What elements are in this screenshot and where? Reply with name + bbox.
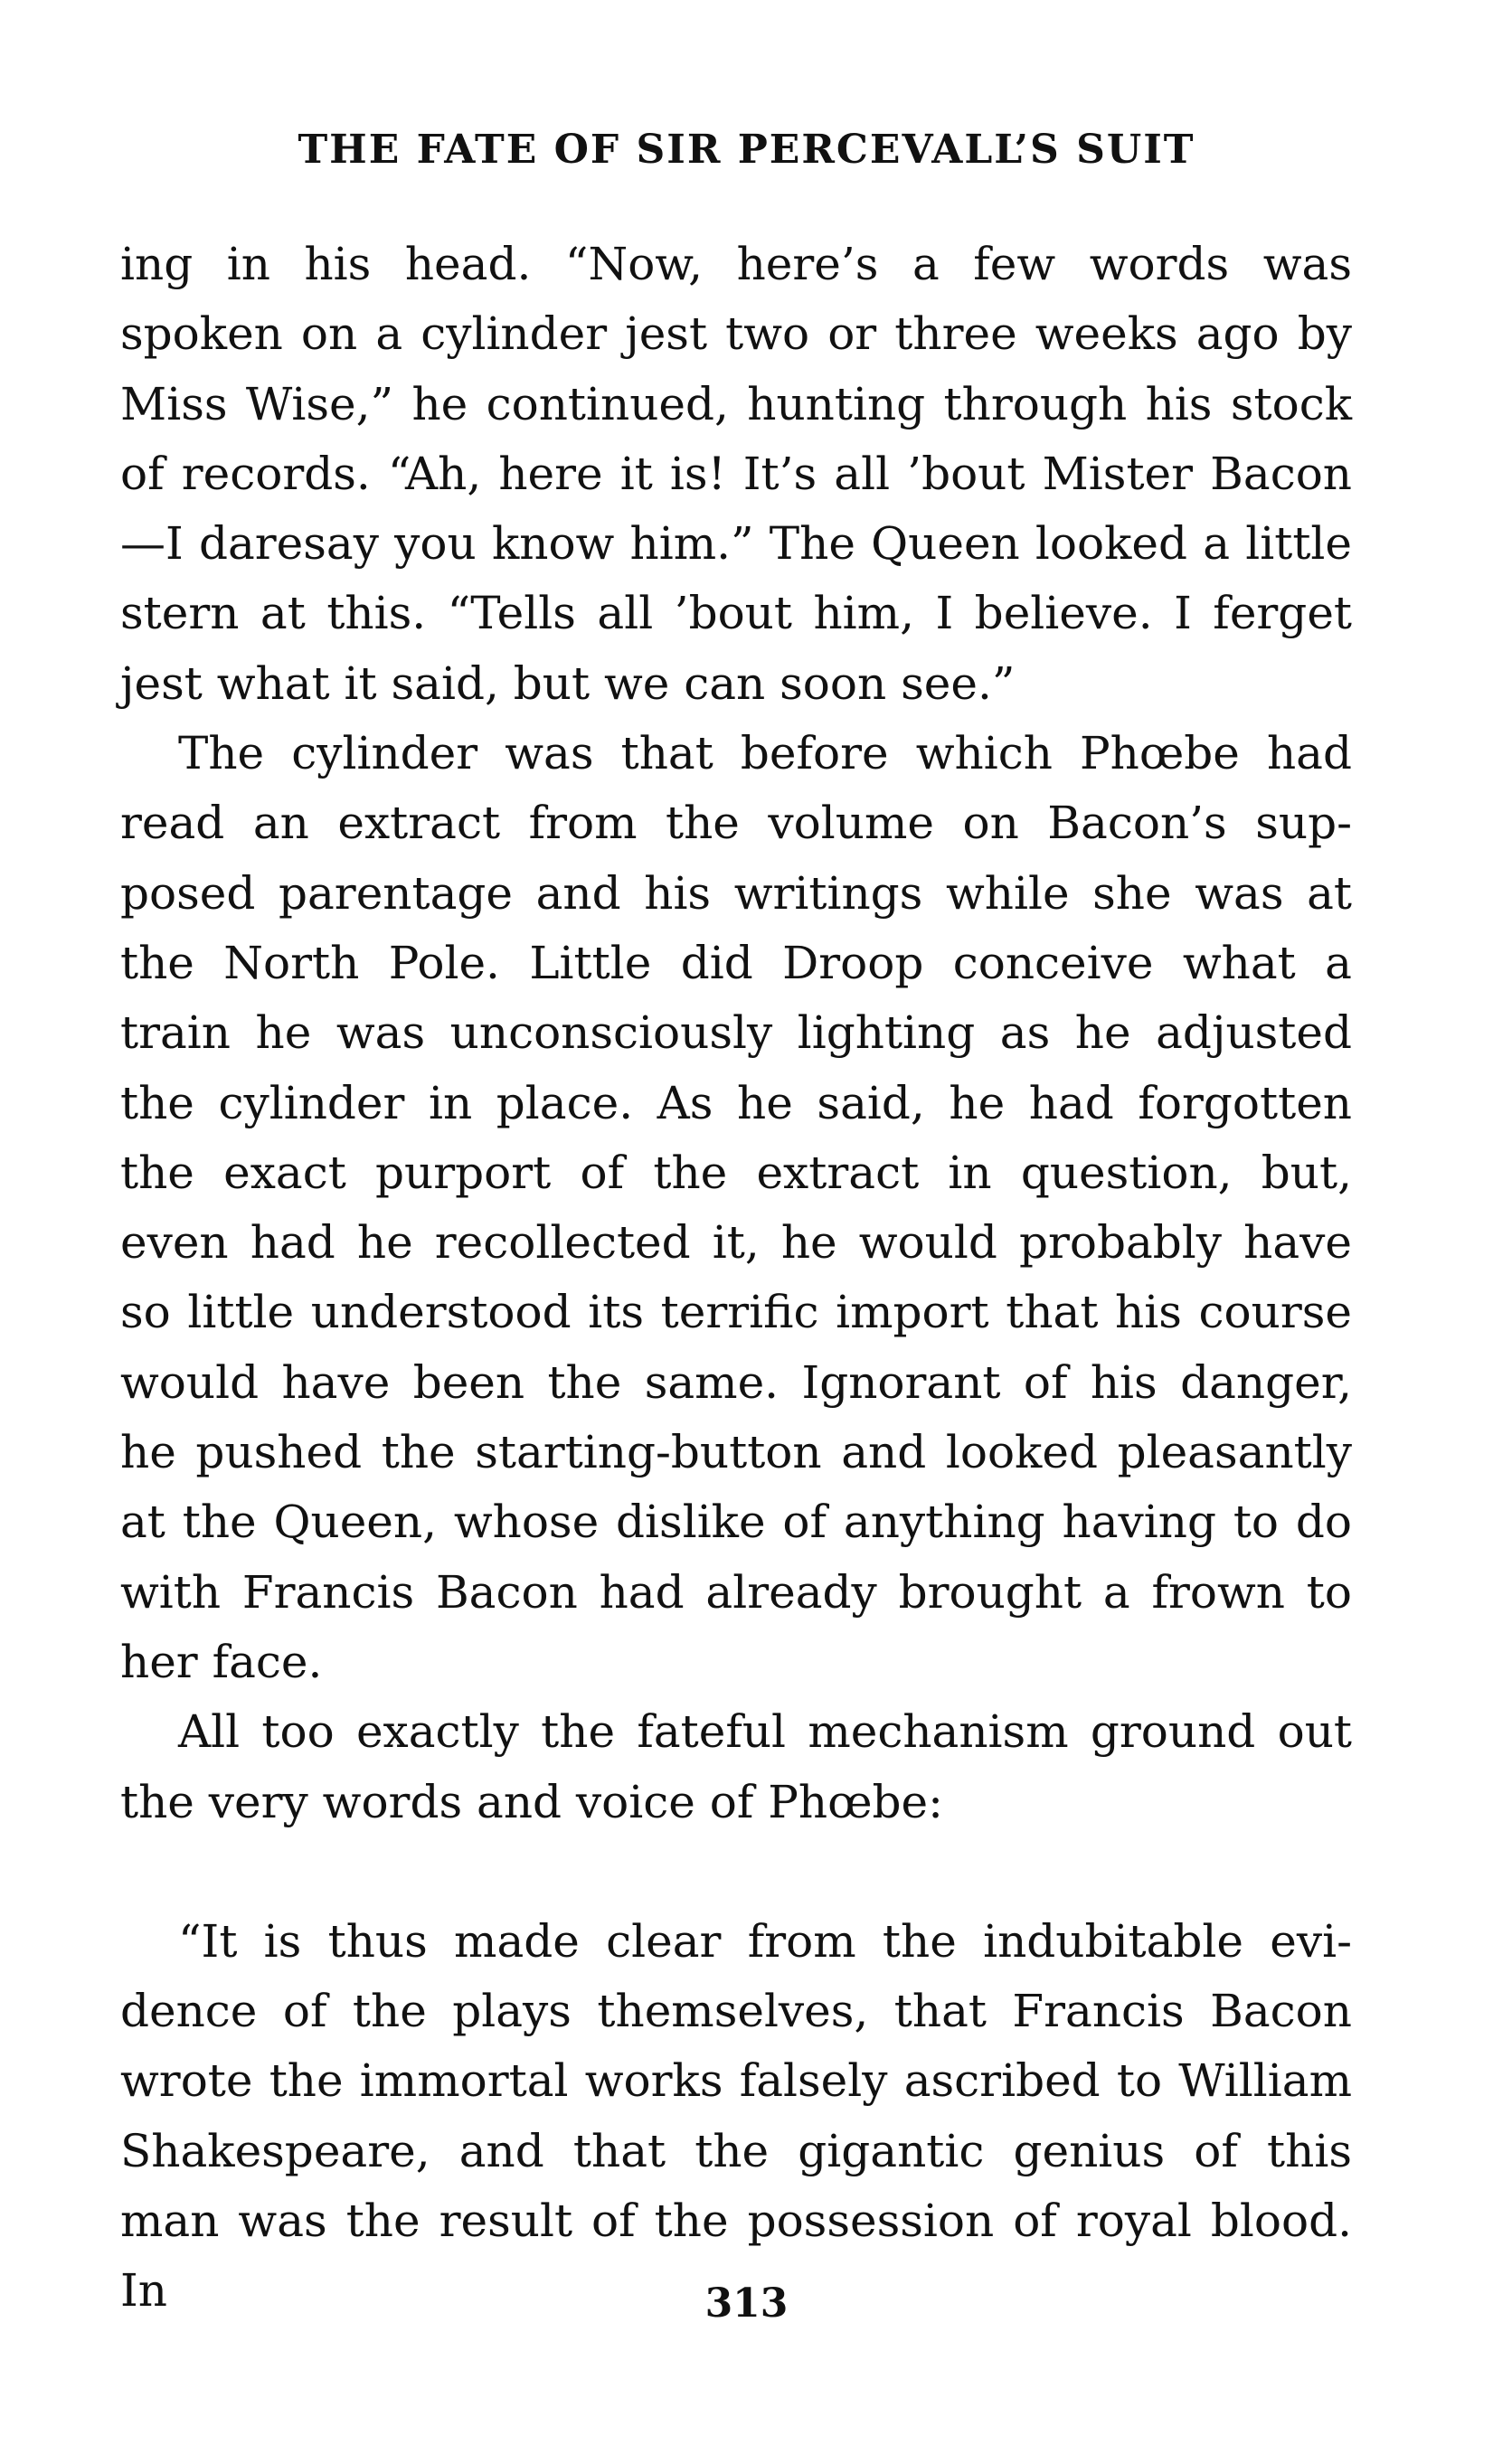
page-number: 313 (704, 2280, 789, 2327)
paragraph-quotation: “It is thus made clear from the indubitable evidence of the plays themselves, that Francis Bacon wrote the immortal works falsely ascribed to William Shakespeare, and that the gigantic genius of this man was the result of the possession of royal blood. In (120, 1914, 1352, 2318)
running-head: THE FATE OF SIR PERCEVALL’S SUIT (298, 127, 1195, 173)
paragraph-mechanism: All too exactly the fateful mechanism ground out the very words and voice of Phœbe: (120, 1705, 1352, 1828)
body-text (120, 230, 1352, 2327)
paragraph-cylinder: The cylinder was that before which Phœbe had read an extract from the volume on Bacon’s supposed parentage and his writings while she was at the North Pole. Little did Droop conceive what a train he was unconsciously lighting as he adjusted the cylinder in place. As he said, he had forgotten the exact purport of the extract in question, but, even had he recollected it, he would probably have so little understood its terrific import that his course would have been the same. Ignorant of his danger, he pushed the starting-button and looked pleasantly at the Queen, whose dislike of anything having to do with Francis Bacon had already brought a frown to her face. (120, 727, 1352, 1688)
paragraph-continuation: ing in his head. “Now, here’s a few words was spoken on a cylinder jest two or three weeks ago by Miss Wise,” he continued, hunting through his stock of records. “Ah, here it is! It’s all ’bout Mister Bacon—I daresay you know him.” The Queen looked a little stern at this. “Tells all ’bout him, I believe. I ferget jest what it said, but we can soon see.” (120, 238, 1352, 710)
